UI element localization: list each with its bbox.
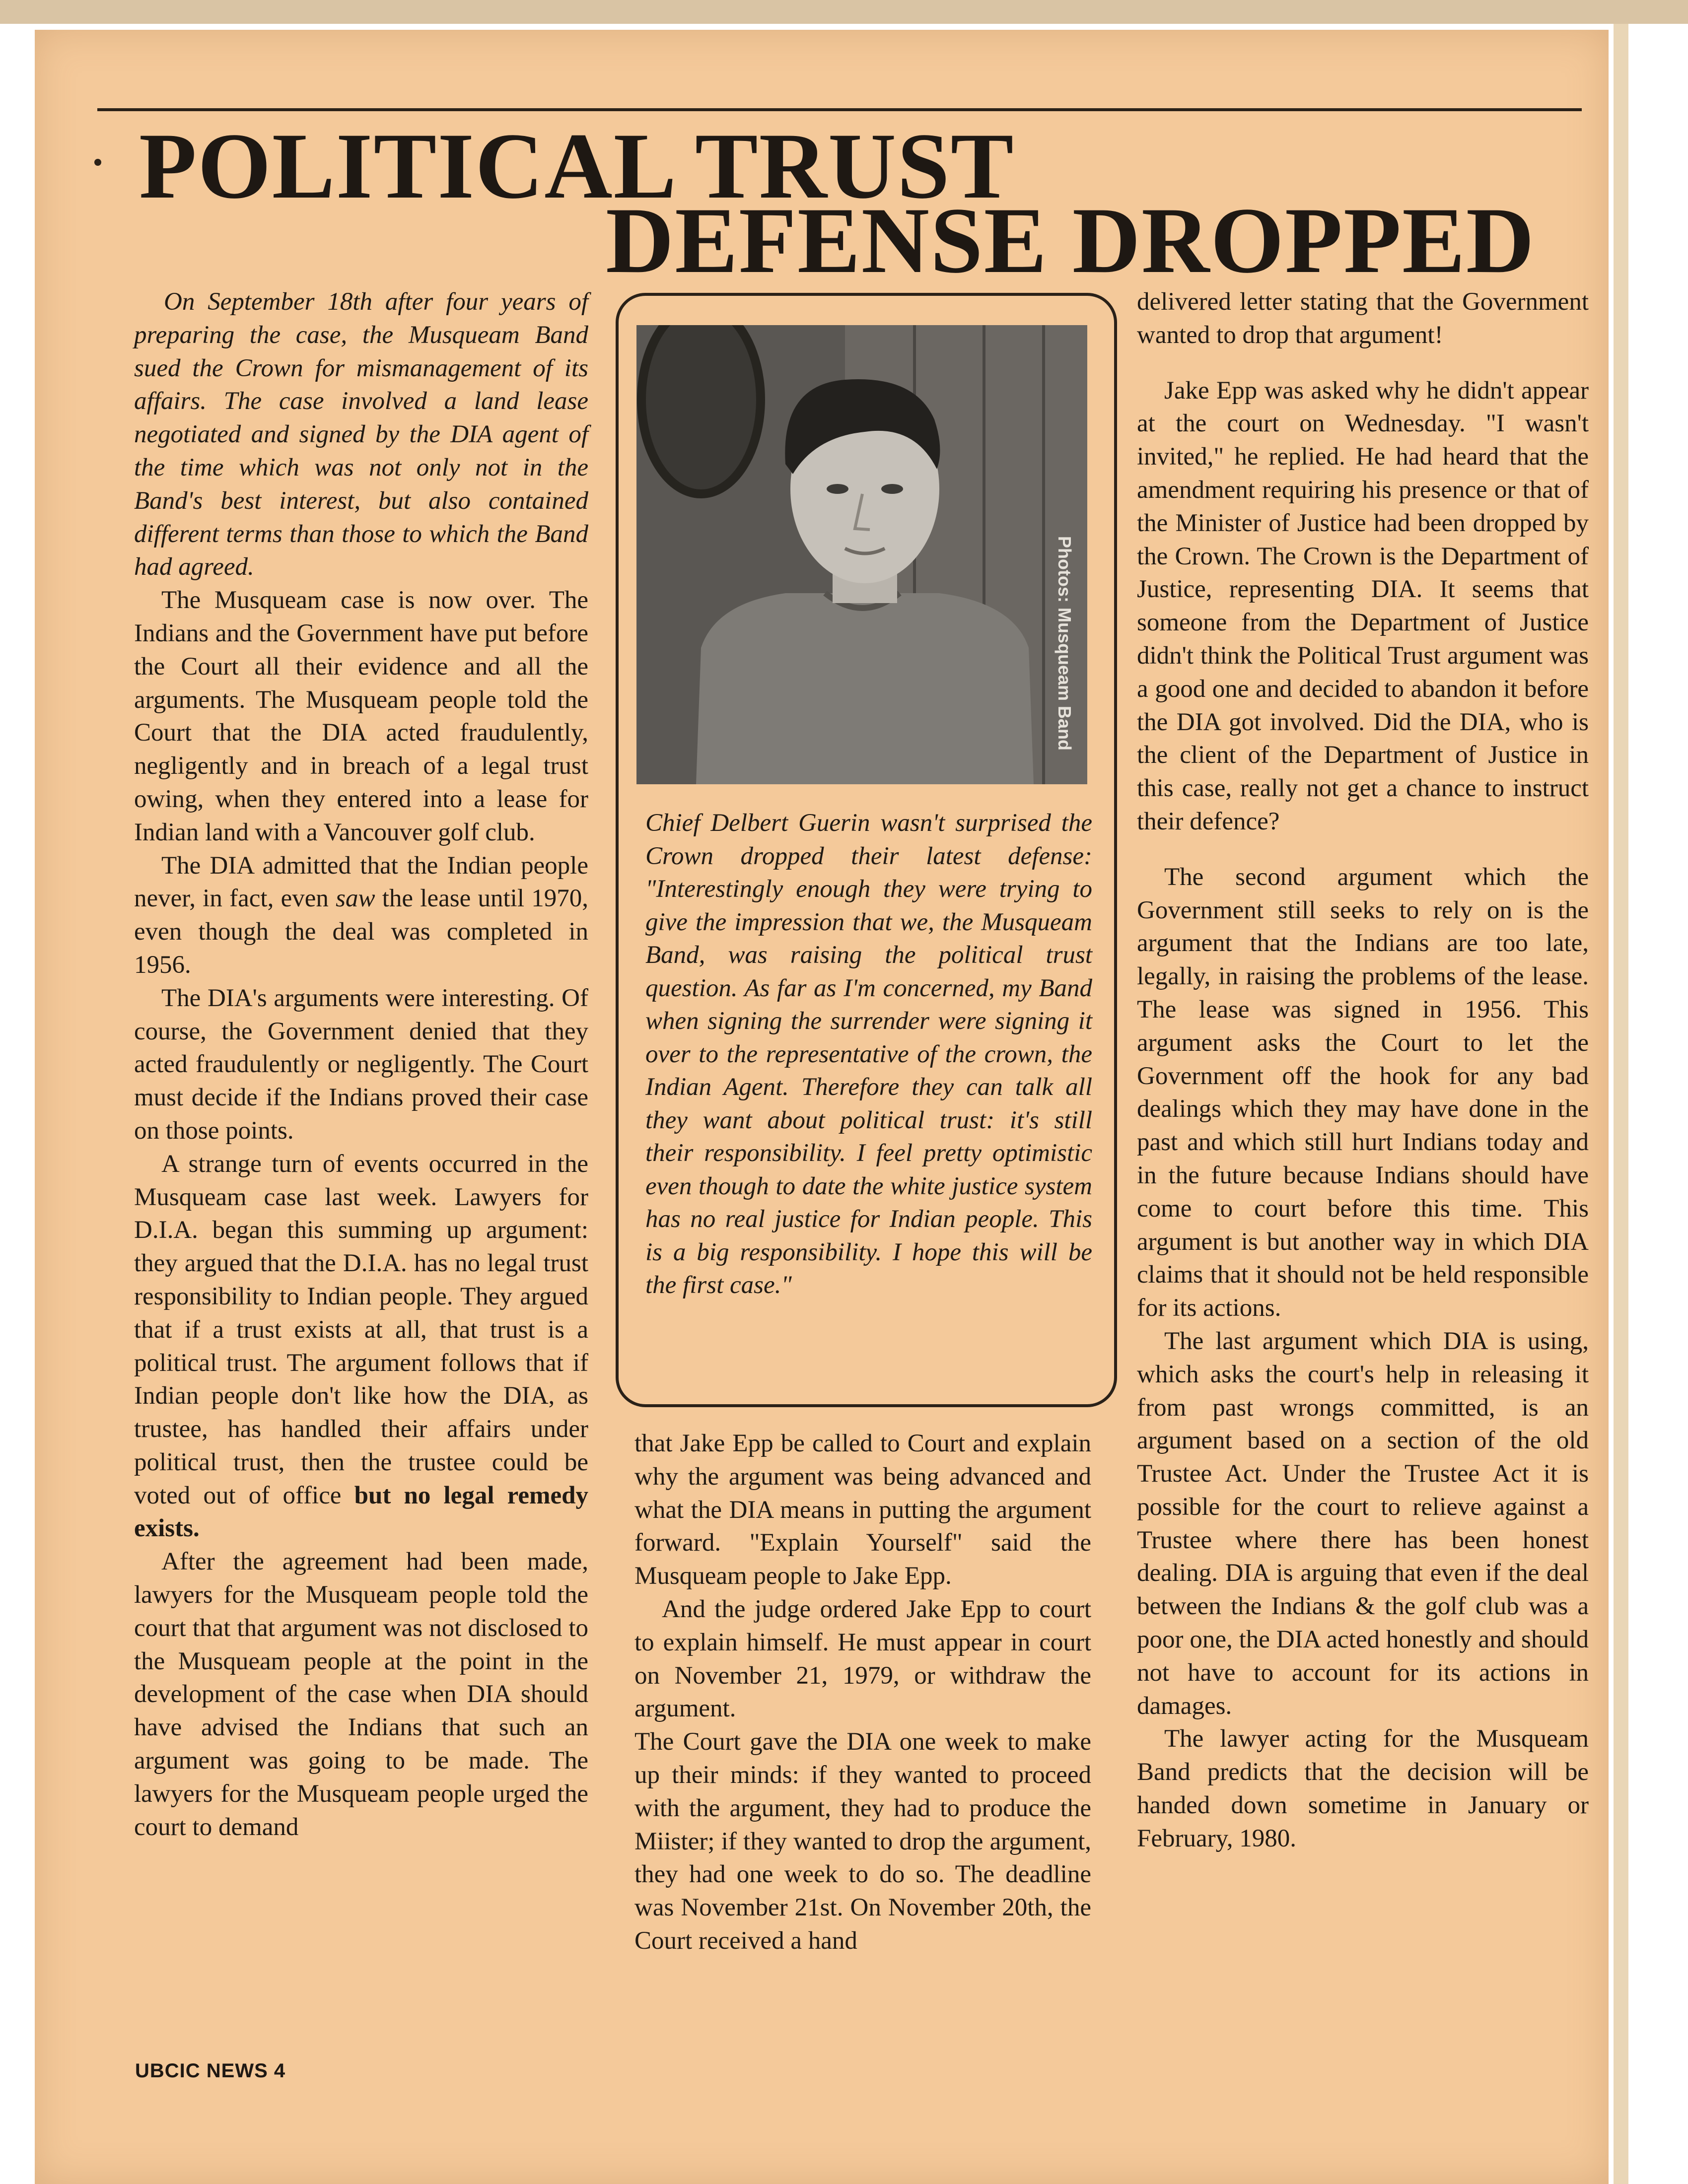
scan-border-right xyxy=(1614,24,1628,2184)
photo-credit: Photos: Musqueam Band xyxy=(1055,536,1075,751)
body-paragraph: Jake Epp was asked why he didn't appear at the court on Wednesday. "I wasn't invited," he replied. He had heard that the amendment requiring his presence or that of the Minister of Justice had been dropped by the Crown. The Crown is the Department of Justice, representing DIA. It seems that someone from the Department of Justice didn't think the Political Trust argument was a good one and decided to abandon it before the DIA got involved. Did the DIA, who is the client of the Department of Justice in this case, really not get a chance to instruct their defence? xyxy=(1137,376,1589,835)
lead-paragraph: On September 18th after four years of preparing the case, the Musqueam Band sued the Crown for mismanagement of its affairs. The case involved a land lease negotiated and signed by the DIA agent of the time which was not only not in the Band's best interest, but also contained different terms than those to which the Band had agreed. xyxy=(134,288,588,581)
photo-caption: Chief Delbert Guerin wasn't surprised the Crown dropped their latest defense: "Interestingly enough they were trying to give the impression that we, the Musqueam Band, was raising the political trust question. As far as I'm concerned, my Band when signing the surrender were signing it over to the representative of the crown, the Indian Agent. Therefore they can talk all they want about political trust: it's still their responsibility. I feel pretty optimistic even though to date the white justice system has no real justice for Indian people. This is a big responsibility. I hope this will be the first case." xyxy=(645,809,1092,1299)
body-paragraph: delivered letter stating that the Government wanted to drop that argument! xyxy=(1137,288,1589,349)
page-footer: UBCIC NEWS 4 xyxy=(135,2060,286,2082)
scan-border-top xyxy=(0,0,1688,24)
body-paragraph: And the judge ordered Jake Epp to court to explain himself. He must appear in court on November 21, 1979, or withdraw the argument. xyxy=(634,1595,1091,1723)
text-run: A strange turn of events occurred in the Musqueam case last week. Lawyers for D.I.A. began this summing up argument: they argued that the D.I.A. has no legal trust responsibility to Indian people. They argued that if a trust exists at all, that trust is a political trust. The argument follows that if Indian people don't like how the DIA, as trustee, has handled their affairs under political trust, then the trustee could be voted out of office xyxy=(134,1150,588,1509)
portrait-photo xyxy=(636,325,1087,784)
body-paragraph: The Court gave the DIA one week to make up their minds: if they wanted to proceed with the argument, they had to produce the Miister; if they wanted to drop the argument, they had one week to do so. The deadline was November 21st. On November 20th, the Court received a hand xyxy=(634,1728,1091,1955)
headline-rule xyxy=(97,108,1582,111)
body-paragraph: The lawyer acting for the Musqueam Band predicts that the decision will be handed down sometime in January or February, 1980. xyxy=(1137,1725,1589,1852)
article-column-3 xyxy=(1137,285,1589,1855)
bold-text: but no legal remedy exists. xyxy=(134,1481,588,1543)
emphasis-text: saw xyxy=(336,885,375,913)
text-run: the lease until 1970, even though the deal was completed in 1956. xyxy=(134,885,588,979)
body-paragraph: The last argument which DIA is using, which asks the court's help in releasing it from past wrongs committed, is an argument based on a section of the old Trustee Act. Under the Trustee Act it is possible for the court to relieve against a Trustee where there has been honest dealing. DIA is arguing that even if the deal between the Indians & the golf club was a poor one, the DIA acted honestly and should not have to account for its actions in damages. xyxy=(1137,1327,1589,1720)
margin-dot xyxy=(94,159,101,166)
headline-line-1: POLITICAL TRUST xyxy=(139,114,1015,218)
portrait-illustration xyxy=(636,325,1087,784)
body-paragraph: The Musqueam case is now over. The Indians and the Government have put before the Court all their evidence and all the arguments. The Musqueam people told the Court that the DIA acted fraudulently, negligently and in breach of a legal trust owing, when they entered into a lease for Indian land with a Vancouver golf club. xyxy=(134,586,588,846)
body-paragraph xyxy=(134,1148,588,1546)
body-paragraph xyxy=(134,849,588,982)
text-run: The DIA admitted that the Indian people never, in fact, even xyxy=(134,851,588,913)
body-paragraph: The second argument which the Government still seeks to rely on is the argument that the Indians are too late, legally, in raising the problems of the lease. The lease was signed in 1956. This argument asks the Court to let the Government off the hook for any bad dealings which they may have done in the past and which still hurt Indians today and in the future because Indians should have come to court before this time. This argument is but another way in which DIA claims that it should not be held responsible for its actions. xyxy=(1137,863,1589,1322)
headline-line-2: DEFENSE DROPPED xyxy=(606,189,1536,293)
article-column-1 xyxy=(134,285,588,1843)
body-paragraph: The DIA's arguments were interesting. Of course, the Government denied that they acted fraudulently or negligently. The Court must decide if the Indians proved their case on those points. xyxy=(134,984,588,1145)
body-paragraph: that Jake Epp be called to Court and explain why the argument was being advanced and what the DIA means in putting the argument forward. "Explain Yourself" said the Musqueam people to Jake Epp. xyxy=(634,1430,1091,1590)
body-paragraph: After the agreement had been made, lawyers for the Musqueam people told the court that that argument was not disclosed to the Musqueam people at the point in the development of the case when DIA should have advised the Indians that such an argument was going to be made. The lawyers for the Musqueam people urged the court to demand xyxy=(134,1548,588,1841)
article-column-2 xyxy=(634,1427,1091,1958)
